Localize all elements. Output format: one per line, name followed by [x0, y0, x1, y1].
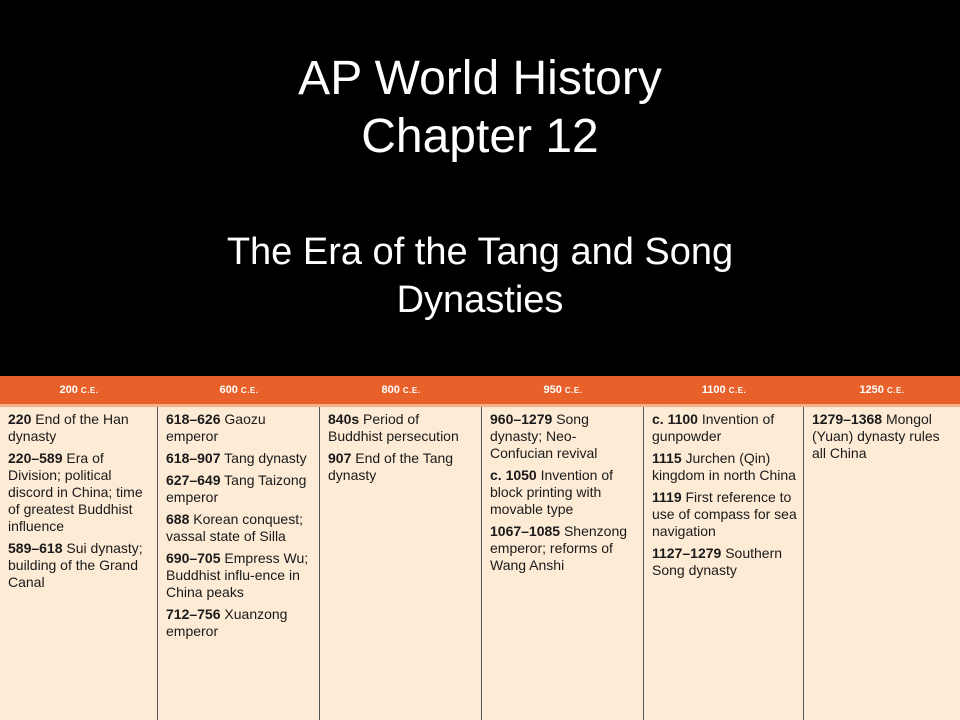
entry-text: Invention of block printing with movable type: [490, 467, 613, 517]
timeline-entry: [328, 411, 475, 445]
entry-text: Mongol (Yuan) dynasty rules all China: [812, 411, 940, 461]
entry-date: 1119: [652, 489, 682, 505]
entry-text: Empress Wu; Buddhist influ-ence in China peaks: [166, 550, 309, 600]
timeline-entry: [8, 450, 151, 535]
entry-text: Gaozu emperor: [166, 411, 266, 444]
timeline-columns: [0, 407, 960, 720]
timeline-entry: [490, 467, 637, 518]
timeline-entry: [652, 450, 797, 484]
entry-text: Song dynasty; Neo-Confucian revival: [490, 411, 598, 461]
timeline-entry: [166, 511, 313, 545]
entry-date: 589–618: [8, 540, 63, 556]
header-year: 950: [543, 384, 562, 396]
timeline-table: [0, 376, 960, 720]
timeline-entry: [8, 411, 151, 445]
timeline-header-cell: [644, 376, 804, 404]
entry-text: Sui dynasty; building of the Grand Canal: [8, 540, 143, 590]
timeline-column: [804, 407, 960, 720]
timeline-column: [482, 407, 644, 720]
entry-date: 688: [166, 511, 190, 527]
timeline-entry: [652, 489, 797, 540]
entry-text: Tang Taizong emperor: [166, 472, 307, 505]
timeline-column: [320, 407, 482, 720]
title-line-2: Chapter 12: [361, 110, 599, 163]
entry-date: c. 1100: [652, 411, 698, 427]
header-era: C.E.: [728, 386, 747, 395]
header-era: C.E.: [564, 386, 583, 395]
header-year: 200: [59, 384, 78, 396]
entry-date: 220–589: [8, 450, 63, 466]
timeline-header-cell: [804, 376, 960, 404]
timeline-entry: [652, 411, 797, 445]
entry-text: End of the Tang dynasty: [328, 450, 454, 483]
entry-date: c. 1050: [490, 467, 537, 483]
entry-text: Shenzong emperor; reforms of Wang Anshi: [490, 523, 628, 573]
header-year: 1250: [859, 384, 884, 396]
entry-date: 690–705: [166, 550, 221, 566]
entry-date: 1115: [652, 450, 682, 466]
slide-title: [0, 50, 960, 166]
entry-text: Era of Division; political discord in China; time of greatest Buddhist influence: [8, 450, 143, 534]
entry-date: 618–626: [166, 411, 221, 427]
entry-date: 1279–1368: [812, 411, 883, 427]
timeline-entry: [166, 550, 313, 601]
timeline-column: [158, 407, 320, 720]
timeline-entry: [166, 606, 313, 640]
subtitle-line-2: Dynasties: [396, 279, 564, 321]
entry-text: Korean conquest; vassal state of Silla: [166, 511, 303, 544]
subtitle-line-1: The Era of the Tang and Song: [226, 231, 734, 273]
timeline-entry: [166, 411, 313, 445]
timeline-entry: [812, 411, 954, 462]
entry-date: 840s: [328, 411, 360, 427]
entry-date: 1067–1085: [490, 523, 561, 539]
timeline-entry: [490, 523, 637, 574]
slide-subtitle: [0, 228, 960, 324]
timeline-header-cell: [0, 376, 158, 404]
timeline-entry: [8, 540, 151, 591]
timeline-column: [0, 407, 158, 720]
entry-text: End of the Han dynasty: [8, 411, 129, 444]
title-line-1: AP World History: [298, 52, 662, 105]
entry-date: 960–1279: [490, 411, 553, 427]
timeline-entry: [166, 450, 313, 467]
entry-date: 627–649: [166, 472, 221, 488]
timeline-header-cell: [482, 376, 644, 404]
header-era: C.E.: [240, 386, 259, 395]
entry-text: Xuanzong emperor: [166, 606, 288, 639]
entry-text: Southern Song dynasty: [652, 545, 783, 578]
header-era: C.E.: [886, 386, 905, 395]
timeline-entry: [490, 411, 637, 462]
timeline-entry: [652, 545, 797, 579]
entry-text: First reference to use of compass for sea navigation: [652, 489, 797, 539]
timeline-column: [644, 407, 804, 720]
entry-date: 618–907: [166, 450, 221, 466]
timeline-header: [0, 376, 960, 407]
header-era: C.E.: [402, 386, 421, 395]
entry-date: 907: [328, 450, 352, 466]
entry-date: 1127–1279: [652, 545, 722, 561]
entry-text: Invention of gunpowder: [652, 411, 775, 444]
timeline-entry: [166, 472, 313, 506]
entry-date: 220: [8, 411, 32, 427]
entry-date: 712–756: [166, 606, 221, 622]
header-era: C.E.: [80, 386, 99, 395]
timeline-entry: [328, 450, 475, 484]
timeline-header-cell: [320, 376, 482, 404]
timeline-header-cell: [158, 376, 320, 404]
entry-text: Tang dynasty: [224, 450, 307, 466]
entry-text: Period of Buddhist persecution: [328, 411, 459, 444]
header-year: 800: [381, 384, 400, 396]
header-year: 600: [219, 384, 238, 396]
entry-text: Jurchen (Qin) kingdom in north China: [652, 450, 796, 483]
header-year: 1100: [701, 384, 726, 396]
